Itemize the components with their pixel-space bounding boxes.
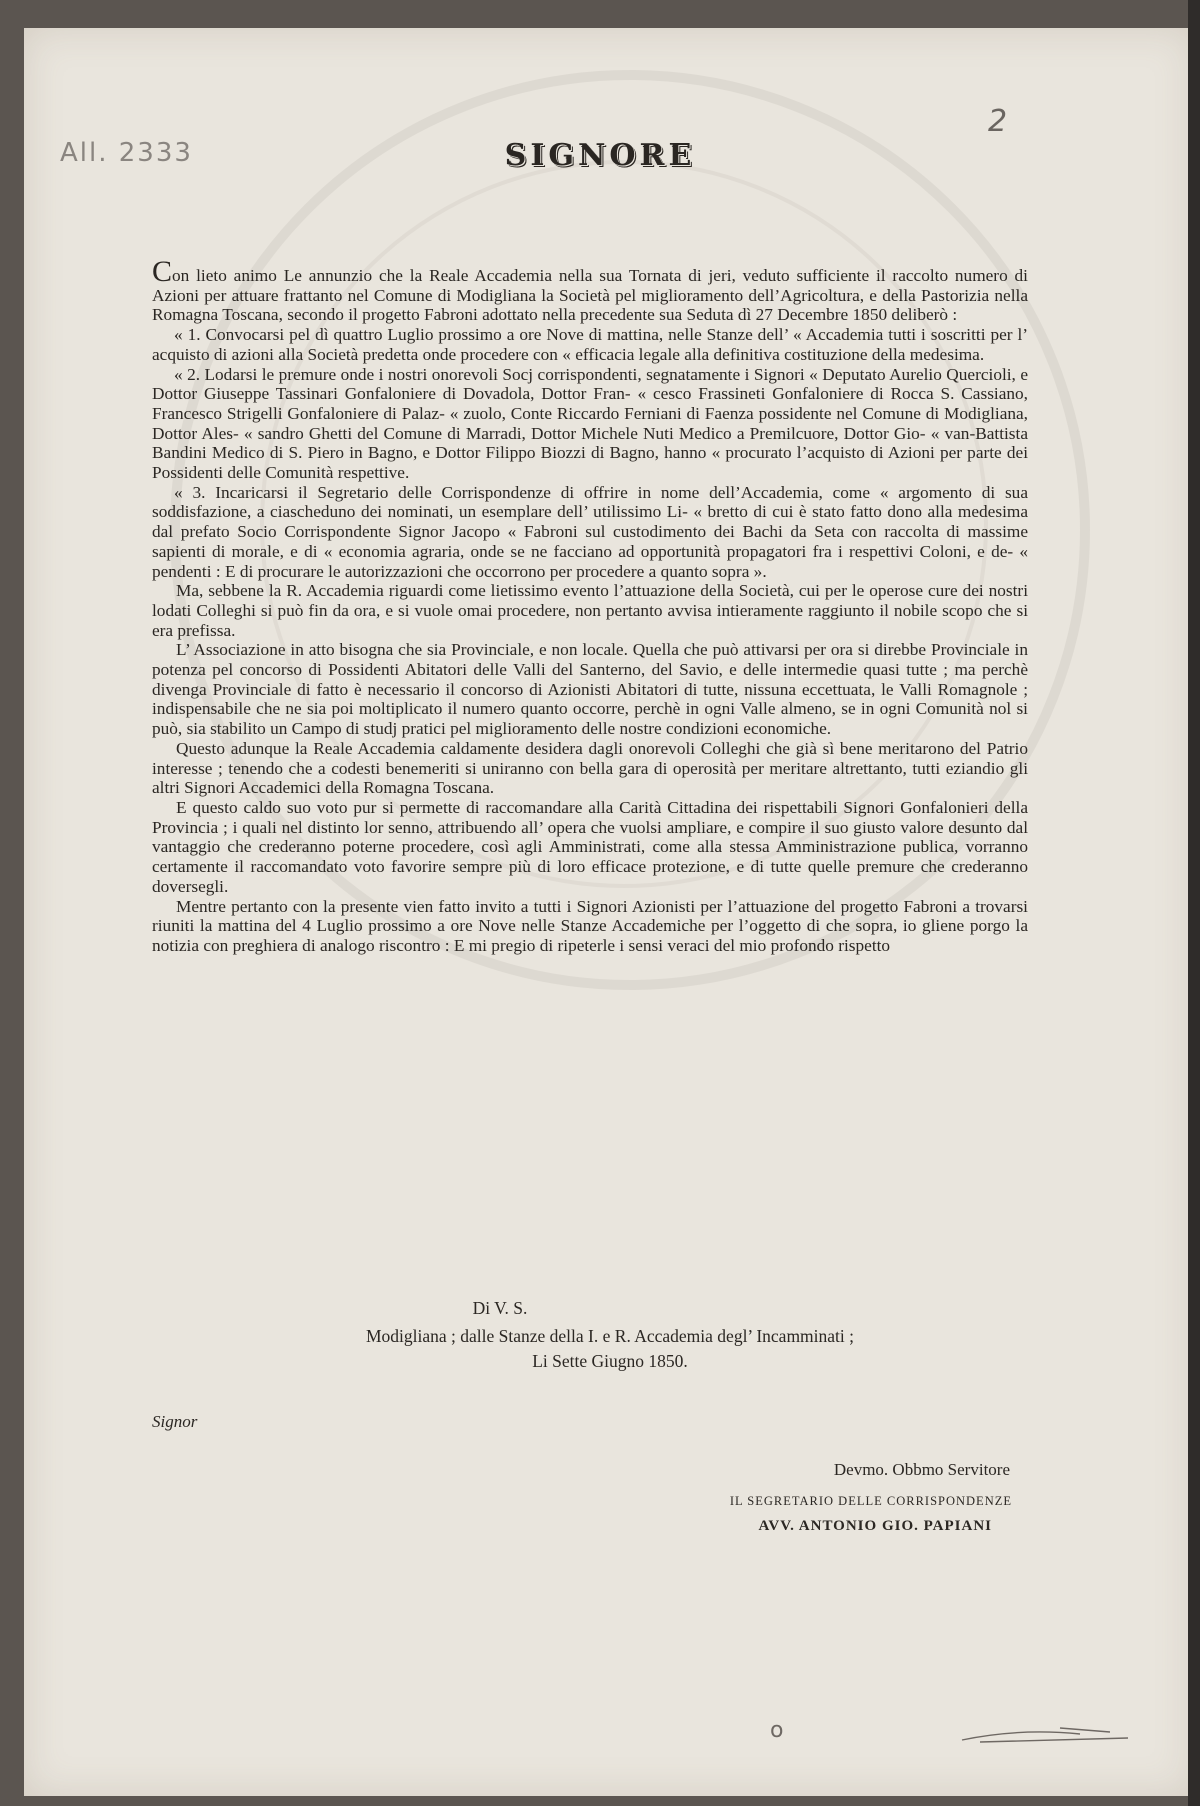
paragraph: Questo adunque la Reale Accademia caldamente desidera dagli onorevoli Colleghi che già sì bene meritarono del Patrio interesse ; tenendo che a codesti benemeriti si uniranno con bella gara di operosità per meritare altrettanto, tutti eziandio gli altri Signori Accademici della Romagna Toscana. [152,738,1028,798]
page-number: 2 [988,104,1008,139]
page-title: SIGNORE [504,138,696,173]
letter-body [152,255,1028,956]
paragraph-lead [152,255,1028,325]
closing-di-vs: Di V. S. [472,1298,528,1318]
salutation: Signor [152,1412,198,1431]
paragraph-deliberation-3: « 3. Incaricarsi il Segretario delle Corrispondenze di offrire in nome dell’Accademia, come « argomento di sua soddisfazione, a ciascheduno dei nominati, un esemplare dell’ utilissimo Li- « bretto di cui è stato fatto dono alla medesima dal prefato Socio Corrispondente Signor Jacopo « Fabroni sul custodimento dei Bachi da Seta con raccolta di massime sapienti di morale, e di « economia agraria, onde se ne facciano ad opportunità propagatori fra i respettivi Coloni, e de- « pendenti : E di procurare le autorizzazioni che occorrono per procedere a quanto sopra ». [152,482,1028,581]
scan-edge [1188,0,1200,1806]
paragraph: L’ Associazione in atto bisogna che sia Provinciale, e non locale. Quella che può attivarsi per ora si direbbe Provinciale in potenza pel concorso di Possidenti Abitatori delle Valli del Santerno, del Savio, e delle intermedie quasi tutte ; ma perchè divenga Provinciale di fatto è necessario il concorso di Azionisti Abitatori di tutte, nissuna eccettuata, le Valli Romagnole ; indispensabile che ne sia poi moltiplicato il numero quanto occorre, perchè in ogni Valle almeno, se in ogni Comunità nol si può, sia stabilito un Campo di studj pratici pel miglioramento delle nostre condizioni economiche. [152,640,1028,739]
drop-cap: C [152,255,173,288]
paragraph: Ma, sebbene la R. Accademia riguardi come lietissimo evento l’attuazione della Società, cui per le operose cure dei nostri lodati Colleghi si può fin da ora, e si vuole omai procedere, non pertanto avvisa intieramente raggiunto il nobile scopo che si era prefissa. [152,581,1028,640]
date-line: Li Sette Giugno 1850. [532,1351,688,1371]
signature-role: IL SEGRETARIO DELLE CORRISPONDENZE [729,1494,1012,1508]
paragraph-deliberation-1: « 1. Convocarsi pel dì quattro Luglio prossimo a ore Nove di mattina, nelle Stanze dell’ « Accademia tutti i soscritti per l’ acquisto di azioni alla Società predetta onde procedere con « efficacia legale alla definitiva costituzione della medesima. [152,325,1028,364]
archive-mark: All. 2333 [60,138,193,168]
place-line: Modigliana ; dalle Stanze della I. e R. Accademia degl’ Incamminati ; [365,1326,855,1346]
paragraph-deliberation-2: « 2. Lodarsi le premure onde i nostri onorevoli Socj corrispondenti, segnatamente i Signori « Deputato Aurelio Quercioli, e Dottor Giuseppe Tassinari Gonfaloniere di Dovadola, Dottor Fran- « cesco Frassineti Gonfaloniere di Rocca S. Cassiano, Francesco Strigelli Gonfaloniere di Palaz- « zuolo, Conte Riccardo Ferniani di Faenza possidente nel Comune di Modigliana, Dottor Ales- « sandro Ghetti del Comune di Marradi, Dottor Michele Nuti Medico a Premilcuore, Dottor Gio- « van-Battista Bandini Medico di S. Piero in Bagno, e Dottor Filippo Biozzi di Bagno, hanno « procurato l’acquisto di Azioni per parte dei Possidenti delle Comunità respettive. [152,364,1028,483]
signature-closing: Devmo. Obbmo Servitore [833,1460,1010,1479]
paragraph: Mentre pertanto con la presente vien fatto invito a tutti i Signori Azionisti per l’attuazione del progetto Fabroni a trovarsi riuniti la mattina del 4 Luglio prossimo a ore Nove nelle Stanze Accademiche per l’oggetto di che sopra, io gliene porgo la notizia con preghiera di analogo riscontro : E mi pregio di ripeterle i sensi veraci del mio profondo rispetto [152,896,1028,955]
paragraph-text: on lieto animo Le annunzio che la Reale Accademia nella sua Tornata di jeri, veduto sufficiente il raccolto numero di Azioni per attuare frattanto nel Comune di Modigliana la Società pel miglioramento dell’Agricoltura, e della Pastorizia nella Romagna Toscana, secondo il progetto Fabroni adottato nella precedente sua Seduta dì 27 Decembre 1850 deliberò : [152,266,1028,325]
paragraph: E questo caldo suo voto pur si permette di raccomandare alla Carità Cittadina dei rispettabili Signori Gonfalonieri della Provincia ; i quali nel distinto lor senno, attribuendo all’ opera che vuolsi ampliare, e compire il suo giusto valore desunto dal vantaggio che crederanno poterne procedere, così agli Amministrati, come alla stessa Amministrazione publica, vorranno certamente il raccomandato voto favorire sempre più di loro efficace protezione, e di tutte quelle premure che crederanno doversegli. [152,797,1028,896]
footer-mark: o [770,1718,784,1743]
signature-name: AVV. ANTONIO GIO. PAPIANI [758,1518,992,1534]
pen-stroke-mark [960,1726,1130,1744]
